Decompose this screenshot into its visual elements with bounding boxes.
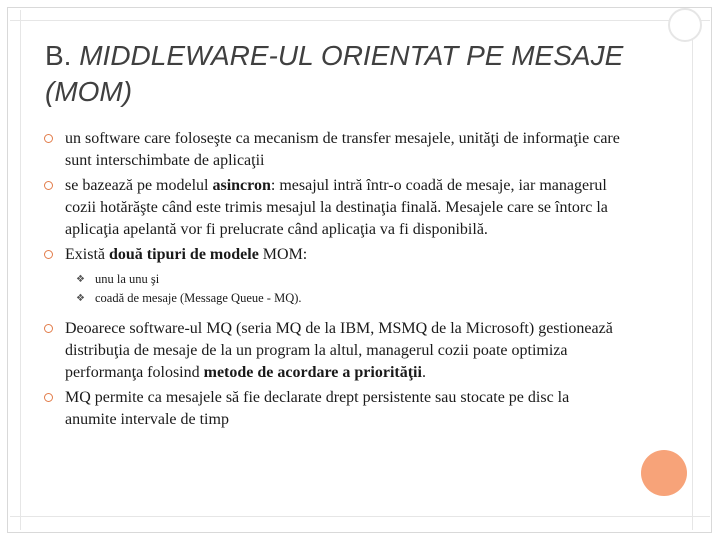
bullet-text-bold: două tipuri de modele: [109, 246, 259, 263]
bullet-item: [44, 318, 624, 384]
sub-bullet-icon: ❖: [76, 274, 85, 285]
bullet-text-start: Există: [65, 246, 109, 263]
frame-line-bottom: [10, 516, 710, 517]
bullet-text-bold: asincron: [212, 177, 271, 194]
sub-bullet-text: coadă de mesaje (Message Queue - MQ).: [95, 291, 302, 305]
bullet-text: un software care foloseşte ca mecanism de transfer mesajele, unităţi de informaţie care sunt interschimbate de aplicaţii: [65, 130, 620, 169]
decorative-circle-bottom: [641, 450, 687, 496]
bullet-item: [44, 387, 624, 431]
frame-line-left: [20, 10, 21, 530]
sub-bullet-icon: ❖: [76, 293, 85, 304]
sub-bullet-item: [44, 270, 624, 289]
bullet-item: [44, 244, 624, 266]
frame-line-right: [692, 10, 693, 530]
bullet-circle-icon: [44, 250, 53, 259]
bullet-circle-icon: [44, 134, 53, 143]
slide-title: [45, 38, 645, 110]
bullet-text-start: se bazează pe modelul: [65, 177, 213, 194]
sub-bullet-list: [44, 270, 624, 308]
bullet-text-start: Deoarece software-ul MQ (seria MQ de la IBM, MSMQ de la Microsoft) gestionează distribuţia de mesaje de la un program la altul, managerul cozii poate optimiza performanţa folosind: [65, 320, 613, 381]
title-main: MIDDLEWARE-UL ORIENTAT PE MESAJE (MOM): [45, 40, 624, 107]
bullet-item: [44, 175, 624, 241]
bullet-list: [44, 128, 624, 434]
frame-line-top: [10, 20, 710, 21]
bullet-item: [44, 128, 624, 172]
bullet-text-end: MOM:: [258, 246, 308, 263]
title-prefix: B.: [45, 40, 80, 71]
bullet-text-end: .: [421, 364, 426, 381]
bullet-text: MQ permite ca mesajele să fie declarate drept persistente sau stocate pe disc la anumite intervale de timp: [65, 389, 570, 428]
sub-bullet-text: unu la unu şi: [95, 272, 160, 286]
decorative-circle-top: [668, 8, 702, 42]
bullet-circle-icon: [44, 324, 53, 333]
bullet-circle-icon: [44, 181, 53, 190]
bullet-text-bold: metode de acordare a priorităţii: [203, 364, 422, 381]
bullet-text-end: : mesajul intră într-o coadă de mesaje, iar managerul cozii hotărăşte când este trimis mesajul la destinaţia finală. Mesajele care se întorc la aplicaţia apelantă vor fi prelucrate când aplicaţia va fi disponibilă.: [65, 177, 608, 238]
sub-bullet-item: [44, 289, 624, 308]
sub-list-container: [44, 270, 624, 308]
bullet-circle-icon: [44, 393, 53, 402]
